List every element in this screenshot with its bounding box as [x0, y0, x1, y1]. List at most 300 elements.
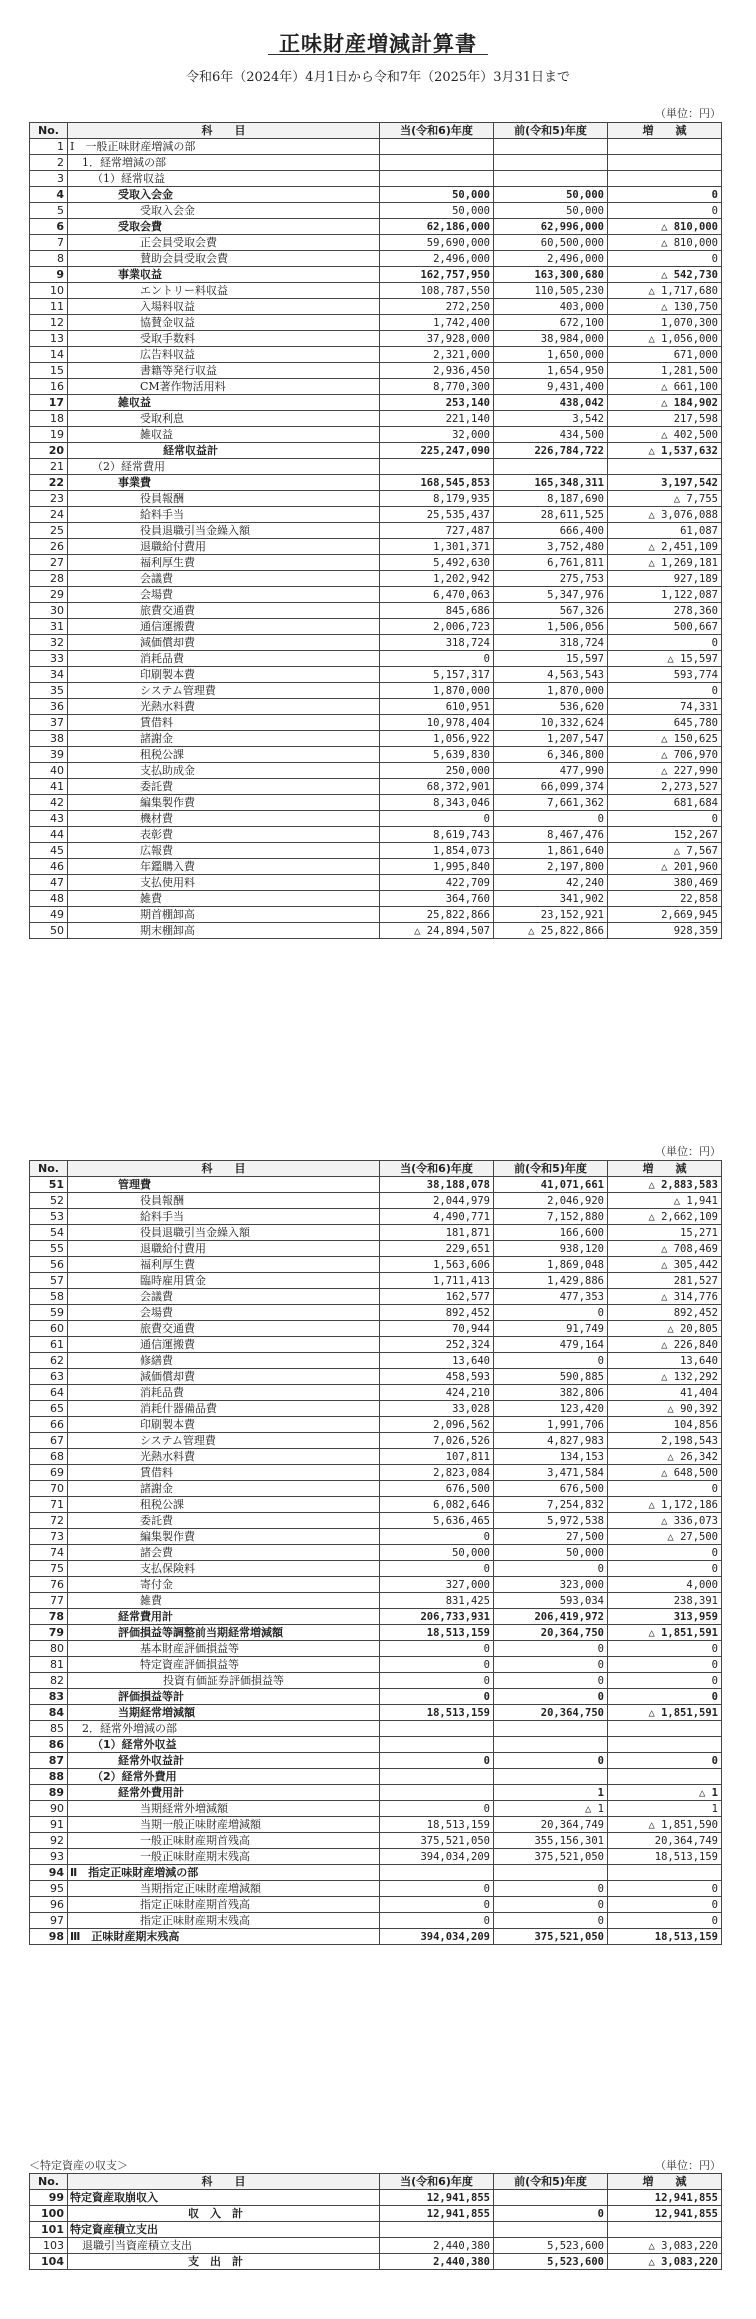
current-year-value: 2,936,450	[380, 363, 494, 379]
change-value: 74,331	[608, 699, 722, 715]
change-value: 238,391	[608, 1593, 722, 1609]
table-row	[30, 1577, 722, 1593]
current-year-value: 0	[380, 1913, 494, 1929]
previous-year-value: 1,506,056	[494, 619, 608, 635]
current-year-value: 252,324	[380, 1337, 494, 1353]
table-row	[30, 1385, 722, 1401]
document-title: 正味財産増減計算書	[279, 31, 477, 56]
change-value: △ 810,000	[608, 219, 722, 235]
row-number: 14	[30, 347, 68, 363]
item-name: 特定資産取崩収入	[68, 2190, 380, 2206]
item-name: 収 入 計	[68, 2206, 380, 2222]
previous-year-value: 60,500,000	[494, 235, 608, 251]
current-year-value: 2,096,562	[380, 1417, 494, 1433]
change-value: △ 184,902	[608, 395, 722, 411]
table-row	[30, 1929, 722, 1945]
row-number: 70	[30, 1481, 68, 1497]
table-row	[30, 587, 722, 603]
previous-year-value: 123,420	[494, 1401, 608, 1417]
previous-year-value: 1	[494, 1785, 608, 1801]
current-year-value: 4,490,771	[380, 1209, 494, 1225]
previous-year-value: 0	[494, 811, 608, 827]
change-value: △ 1	[608, 1785, 722, 1801]
row-number: 26	[30, 539, 68, 555]
previous-year-value: 27,500	[494, 1529, 608, 1545]
item-name: 賃借料	[68, 715, 380, 731]
item-name: 修繕費	[68, 1353, 380, 1369]
previous-year-value: 0	[494, 1641, 608, 1657]
table-row	[30, 1657, 722, 1673]
table-row	[30, 1625, 722, 1641]
table-row	[30, 1305, 722, 1321]
table-row	[30, 507, 722, 523]
change-value: 0	[608, 1913, 722, 1929]
previous-year-value: 4,827,983	[494, 1433, 608, 1449]
current-year-value	[380, 1785, 494, 1801]
item-name: 機材費	[68, 811, 380, 827]
table-row	[30, 283, 722, 299]
previous-year-value: 0	[494, 1657, 608, 1673]
change-value: 2,198,543	[608, 1433, 722, 1449]
row-number: 41	[30, 779, 68, 795]
current-year-value: 0	[380, 1641, 494, 1657]
row-number: 15	[30, 363, 68, 379]
previous-year-value	[494, 459, 608, 475]
previous-year-value	[494, 1769, 608, 1785]
item-name: Ⅲ 正味財産期末残高	[68, 1929, 380, 1945]
previous-year-value: 0	[494, 1305, 608, 1321]
table-row	[30, 267, 722, 283]
title-underline	[268, 54, 488, 55]
previous-year-value: 0	[494, 1353, 608, 1369]
previous-year-value: 20,364,750	[494, 1705, 608, 1721]
table-row	[30, 1817, 722, 1833]
item-name: 退職給付費用	[68, 539, 380, 555]
current-year-value: 394,034,209	[380, 1929, 494, 1945]
item-name: 評価損益等計	[68, 1689, 380, 1705]
row-number: 30	[30, 603, 68, 619]
row-number: 77	[30, 1593, 68, 1609]
current-year-value: 253,140	[380, 395, 494, 411]
table-row	[30, 907, 722, 923]
item-name: 期首棚卸高	[68, 907, 380, 923]
row-number: 69	[30, 1465, 68, 1481]
change-value: 0	[608, 251, 722, 267]
previous-year-value: 567,326	[494, 603, 608, 619]
change-value: △ 20,805	[608, 1321, 722, 1337]
row-number: 66	[30, 1417, 68, 1433]
item-name: （1）経常収益	[68, 171, 380, 187]
previous-year-value	[494, 1865, 608, 1881]
row-number: 42	[30, 795, 68, 811]
current-year-value: 0	[380, 651, 494, 667]
previous-year-value: 50,000	[494, 1545, 608, 1561]
current-year-value: 831,425	[380, 1593, 494, 1609]
change-value: 0	[608, 1881, 722, 1897]
table-row	[30, 1465, 722, 1481]
row-number: 89	[30, 1785, 68, 1801]
row-number: 92	[30, 1833, 68, 1849]
change-value: 15,271	[608, 1225, 722, 1241]
header-no: No.	[30, 2174, 68, 2190]
current-year-value: 892,452	[380, 1305, 494, 1321]
current-year-value: 107,811	[380, 1449, 494, 1465]
previous-year-value: 477,353	[494, 1289, 608, 1305]
previous-year-value: 375,521,050	[494, 1849, 608, 1865]
row-number: 45	[30, 843, 68, 859]
previous-year-value: 2,197,800	[494, 859, 608, 875]
row-number: 93	[30, 1849, 68, 1865]
table-row	[30, 1753, 722, 1769]
table-row	[30, 1241, 722, 1257]
row-number: 88	[30, 1769, 68, 1785]
current-year-value: 68,372,901	[380, 779, 494, 795]
current-year-value: 50,000	[380, 1545, 494, 1561]
table-row	[30, 859, 722, 875]
table-row	[30, 299, 722, 315]
current-year-value: 12,941,855	[380, 2190, 494, 2206]
item-name: 書籍等発行収益	[68, 363, 380, 379]
row-number: 95	[30, 1881, 68, 1897]
current-year-value: 50,000	[380, 203, 494, 219]
previous-year-value: 7,254,832	[494, 1497, 608, 1513]
row-number: 79	[30, 1625, 68, 1641]
previous-year-value: 1,869,048	[494, 1257, 608, 1273]
current-year-value: 12,941,855	[380, 2206, 494, 2222]
previous-year-value: 134,153	[494, 1449, 608, 1465]
current-year-value: 2,440,380	[380, 2238, 494, 2254]
current-year-value: 25,535,437	[380, 507, 494, 523]
item-name: 受取会費	[68, 219, 380, 235]
table-row	[30, 747, 722, 763]
row-number: 82	[30, 1673, 68, 1689]
table-row	[30, 443, 722, 459]
change-value	[608, 1769, 722, 1785]
previous-year-value	[494, 1721, 608, 1737]
row-number: 20	[30, 443, 68, 459]
row-number: 10	[30, 283, 68, 299]
header-no: No.	[30, 123, 68, 139]
row-number: 73	[30, 1529, 68, 1545]
row-number: 96	[30, 1897, 68, 1913]
previous-year-value: 382,806	[494, 1385, 608, 1401]
table-row	[30, 1417, 722, 1433]
change-value: △ 15,597	[608, 651, 722, 667]
item-name: 支 出 計	[68, 2254, 380, 2270]
table-row	[30, 251, 722, 267]
item-name: 福利厚生費	[68, 1257, 380, 1273]
item-name: 特定資産積立支出	[68, 2222, 380, 2238]
row-number: 22	[30, 475, 68, 491]
previous-year-value	[494, 139, 608, 155]
change-value: 61,087	[608, 523, 722, 539]
item-name: 当期指定正味財産増減額	[68, 1881, 380, 1897]
item-name: 会議費	[68, 1289, 380, 1305]
change-value: 671,000	[608, 347, 722, 363]
row-number: 60	[30, 1321, 68, 1337]
previous-year-value: 0	[494, 1753, 608, 1769]
row-number: 98	[30, 1929, 68, 1945]
row-number: 13	[30, 331, 68, 347]
current-year-value	[380, 2222, 494, 2238]
change-value: △ 810,000	[608, 235, 722, 251]
current-year-value	[380, 155, 494, 171]
change-value: △ 1,941	[608, 1193, 722, 1209]
row-number: 11	[30, 299, 68, 315]
table-row	[30, 331, 722, 347]
row-number: 8	[30, 251, 68, 267]
current-year-value: 2,823,084	[380, 1465, 494, 1481]
change-value: 1,122,087	[608, 587, 722, 603]
row-number: 44	[30, 827, 68, 843]
previous-year-value: 0	[494, 1673, 608, 1689]
item-name: CM著作物活用料	[68, 379, 380, 395]
change-value: 0	[608, 1481, 722, 1497]
item-name: 指定正味財産期末残高	[68, 1913, 380, 1929]
table-row	[30, 1225, 722, 1241]
header-previous: 前(令和5)年度	[494, 1161, 608, 1177]
current-year-value	[380, 1721, 494, 1737]
item-name: 委託費	[68, 779, 380, 795]
previous-year-value: 0	[494, 1913, 608, 1929]
previous-year-value: 1,870,000	[494, 683, 608, 699]
previous-year-value: 42,240	[494, 875, 608, 891]
table-row	[30, 731, 722, 747]
change-value	[608, 171, 722, 187]
table-row	[30, 347, 722, 363]
change-value: △ 132,292	[608, 1369, 722, 1385]
item-name: 年鑑購入費	[68, 859, 380, 875]
table-row	[30, 2190, 722, 2206]
row-number: 81	[30, 1657, 68, 1673]
previous-year-value: 62,996,000	[494, 219, 608, 235]
previous-year-value: 50,000	[494, 203, 608, 219]
item-name: 一般正味財産期末残高	[68, 1849, 380, 1865]
item-name: 当期経常外増減額	[68, 1801, 380, 1817]
change-value: 281,527	[608, 1273, 722, 1289]
current-year-value: 13,640	[380, 1353, 494, 1369]
current-year-value: 168,545,853	[380, 475, 494, 491]
row-number: 67	[30, 1433, 68, 1449]
change-value: 0	[608, 1545, 722, 1561]
row-number: 3	[30, 171, 68, 187]
item-name: 旅費交通費	[68, 603, 380, 619]
previous-year-value: 1,650,000	[494, 347, 608, 363]
item-name: 委託費	[68, 1513, 380, 1529]
previous-year-value: 28,611,525	[494, 507, 608, 523]
row-number: 50	[30, 923, 68, 939]
table-row	[30, 1737, 722, 1753]
item-name: 期末棚卸高	[68, 923, 380, 939]
row-number: 43	[30, 811, 68, 827]
previous-year-value: 672,100	[494, 315, 608, 331]
table-row	[30, 779, 722, 795]
current-year-value: 32,000	[380, 427, 494, 443]
item-name: 光熱水料費	[68, 1449, 380, 1465]
item-name: 一般正味財産期首残高	[68, 1833, 380, 1849]
previous-year-value: 1,991,706	[494, 1417, 608, 1433]
table-row	[30, 1273, 722, 1289]
current-year-value: 1,995,840	[380, 859, 494, 875]
change-value: 928,359	[608, 923, 722, 939]
current-year-value: 2,440,380	[380, 2254, 494, 2270]
item-name: 印刷製本費	[68, 667, 380, 683]
table-row	[30, 155, 722, 171]
change-value: 0	[608, 1753, 722, 1769]
table-row	[30, 235, 722, 251]
current-year-value: 2,044,979	[380, 1193, 494, 1209]
item-name: （2）経常外費用	[68, 1769, 380, 1785]
current-year-value	[380, 171, 494, 187]
previous-year-value: 403,000	[494, 299, 608, 315]
current-year-value: 5,639,830	[380, 747, 494, 763]
header-change: 増 減	[608, 123, 722, 139]
change-value: 1,281,500	[608, 363, 722, 379]
item-name: 受取利息	[68, 411, 380, 427]
change-value: 1	[608, 1801, 722, 1817]
header-current: 当(令和6)年度	[380, 1161, 494, 1177]
change-value: 18,513,159	[608, 1849, 722, 1865]
previous-year-value: 1,654,950	[494, 363, 608, 379]
current-year-value: 364,760	[380, 891, 494, 907]
row-number: 39	[30, 747, 68, 763]
row-number: 19	[30, 427, 68, 443]
table-row	[30, 1337, 722, 1353]
row-number: 28	[30, 571, 68, 587]
item-name: 投資有価証券評価損益等	[68, 1673, 380, 1689]
current-year-value: 2,006,723	[380, 619, 494, 635]
item-name: 通信運搬費	[68, 1337, 380, 1353]
row-number: 31	[30, 619, 68, 635]
table-row	[30, 427, 722, 443]
row-number: 97	[30, 1913, 68, 1929]
current-year-value: 1,742,400	[380, 315, 494, 331]
previous-year-value: 593,034	[494, 1593, 608, 1609]
table-row	[30, 1769, 722, 1785]
previous-year-value: 3,471,584	[494, 1465, 608, 1481]
row-number: 40	[30, 763, 68, 779]
previous-year-value: 323,000	[494, 1577, 608, 1593]
table-row	[30, 395, 722, 411]
row-number: 57	[30, 1273, 68, 1289]
change-value: △ 226,840	[608, 1337, 722, 1353]
row-number: 32	[30, 635, 68, 651]
change-value	[608, 1865, 722, 1881]
current-year-value: 50,000	[380, 187, 494, 203]
item-name: 支払保険料	[68, 1561, 380, 1577]
unit-label-1: （単位：円）	[655, 107, 721, 120]
current-year-value: 2,496,000	[380, 251, 494, 267]
item-name: 減価償却費	[68, 635, 380, 651]
change-value: △ 3,083,220	[608, 2238, 722, 2254]
header-item: 科 目	[68, 123, 380, 139]
change-value: 313,959	[608, 1609, 722, 1625]
change-value: △ 305,442	[608, 1257, 722, 1273]
previous-year-value: 20,364,749	[494, 1817, 608, 1833]
previous-year-value: 536,620	[494, 699, 608, 715]
item-name: Ⅰ 一般正味財産増減の部	[68, 139, 380, 155]
previous-year-value: 938,120	[494, 1241, 608, 1257]
row-number: 47	[30, 875, 68, 891]
previous-year-value: 479,164	[494, 1337, 608, 1353]
item-name: 租税公課	[68, 747, 380, 763]
previous-year-value: 9,431,400	[494, 379, 608, 395]
current-year-value: 0	[380, 1881, 494, 1897]
current-year-value: 5,636,465	[380, 1513, 494, 1529]
previous-year-value: 4,563,543	[494, 667, 608, 683]
item-name: 租税公課	[68, 1497, 380, 1513]
current-year-value: 0	[380, 1689, 494, 1705]
item-name: 経常費用計	[68, 1609, 380, 1625]
previous-year-value: 206,419,972	[494, 1609, 608, 1625]
item-name: 賛助会員受取会費	[68, 251, 380, 267]
change-value: △ 1,717,680	[608, 283, 722, 299]
table-header-row	[30, 2174, 722, 2190]
row-number: 38	[30, 731, 68, 747]
previous-year-value: 163,300,680	[494, 267, 608, 283]
item-name: 諸謝金	[68, 1481, 380, 1497]
current-year-value: 1,563,606	[380, 1257, 494, 1273]
previous-year-value: 477,990	[494, 763, 608, 779]
current-year-value: 0	[380, 1801, 494, 1817]
change-value: 645,780	[608, 715, 722, 731]
current-year-value: 37,928,000	[380, 331, 494, 347]
table-row	[30, 1321, 722, 1337]
table-row	[30, 763, 722, 779]
change-value: 0	[608, 1641, 722, 1657]
row-number: 1	[30, 139, 68, 155]
previous-year-value: 8,467,476	[494, 827, 608, 843]
row-number: 55	[30, 1241, 68, 1257]
row-number: 68	[30, 1449, 68, 1465]
item-name: 支払使用料	[68, 875, 380, 891]
item-name: 正会員受取会費	[68, 235, 380, 251]
current-year-value: 18,513,159	[380, 1705, 494, 1721]
item-name: 事業収益	[68, 267, 380, 283]
change-value: △ 26,342	[608, 1449, 722, 1465]
previous-year-value: △ 1	[494, 1801, 608, 1817]
row-number: 76	[30, 1577, 68, 1593]
unit-label-2: （単位：円）	[655, 1145, 721, 1158]
row-number: 9	[30, 267, 68, 283]
row-number: 5	[30, 203, 68, 219]
table-row	[30, 139, 722, 155]
item-name: システム管理費	[68, 1433, 380, 1449]
item-name: 雑収益	[68, 427, 380, 443]
change-value: △ 130,750	[608, 299, 722, 315]
previous-year-value: 20,364,750	[494, 1625, 608, 1641]
item-name: 支払助成金	[68, 763, 380, 779]
item-name: 旅費交通費	[68, 1321, 380, 1337]
change-value: △ 3,076,088	[608, 507, 722, 523]
previous-year-value: 91,749	[494, 1321, 608, 1337]
change-value: 0	[608, 187, 722, 203]
table-row	[30, 603, 722, 619]
item-name: 諸謝金	[68, 731, 380, 747]
item-name: 受取入会金	[68, 203, 380, 219]
item-name: システム管理費	[68, 683, 380, 699]
change-value: △ 2,451,109	[608, 539, 722, 555]
current-year-value: 162,577	[380, 1289, 494, 1305]
row-number: 16	[30, 379, 68, 395]
current-year-value: 8,619,743	[380, 827, 494, 843]
change-value: △ 314,776	[608, 1289, 722, 1305]
current-year-value: 0	[380, 1561, 494, 1577]
current-year-value: 206,733,931	[380, 1609, 494, 1625]
previous-year-value: 438,042	[494, 395, 608, 411]
item-name: 退職引当資産積立支出	[68, 2238, 380, 2254]
current-year-value: 59,690,000	[380, 235, 494, 251]
